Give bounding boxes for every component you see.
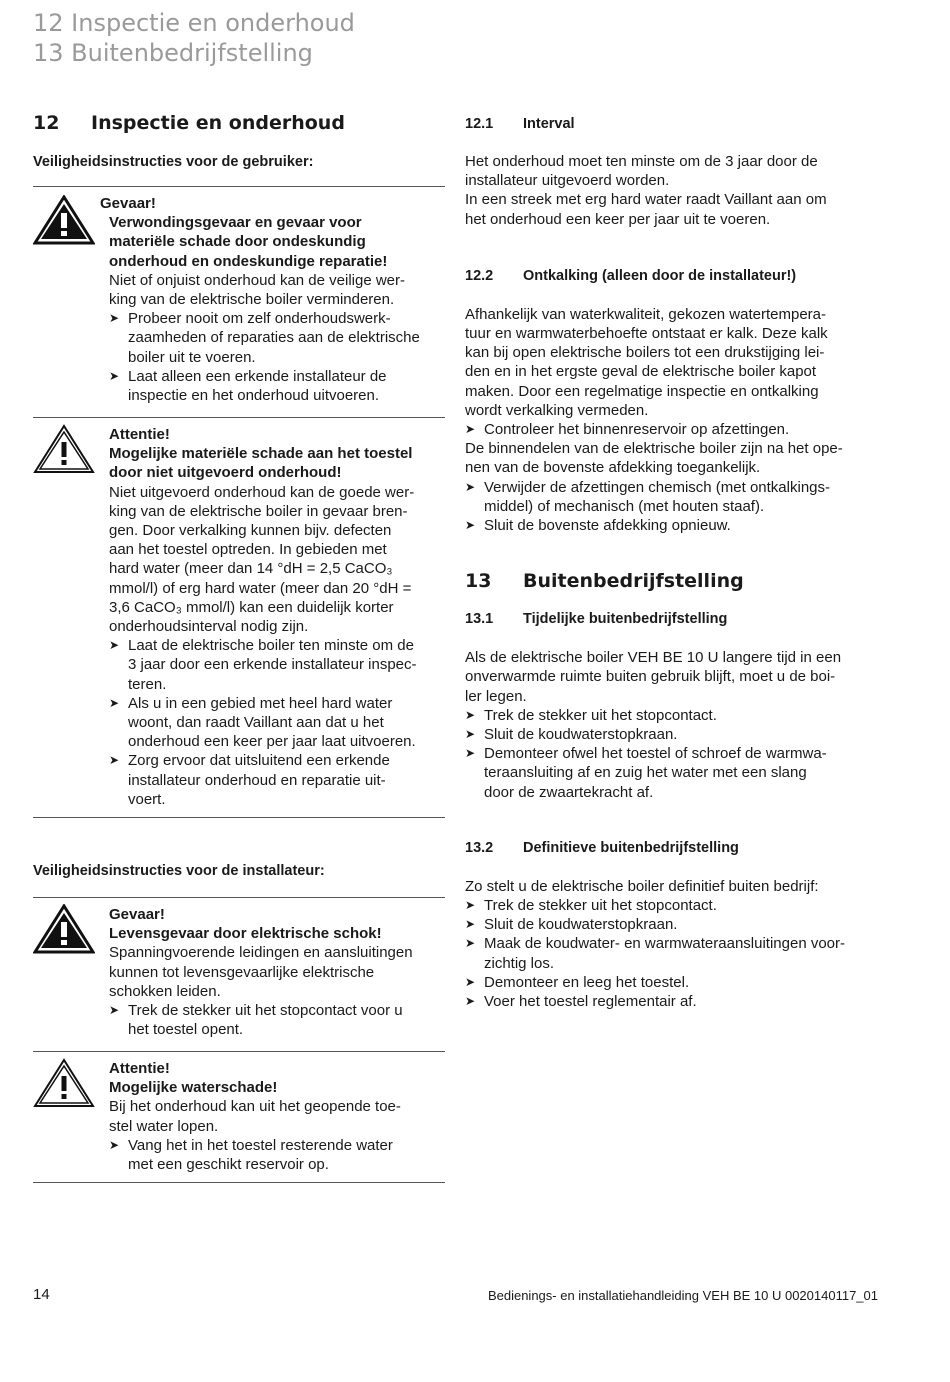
- list-item: ➤ Laat de elektrische boiler ten minste om de 3 jaar door een erkende installateur inspec- teren.: [109, 637, 417, 693]
- list-item: ➤ Demonteer en leeg het toestel.: [465, 973, 690, 991]
- list-item: ➤ Als u in een gebied met heel hard water woont, dan raadt Vaillant aan dat u het onderhoud een keer per jaar laat uitvoeren.: [109, 694, 416, 751]
- warning-title: Gevaar!: [100, 195, 156, 212]
- paragraph: De binnendelen van de elektrische boiler zijn na het ope- nen van de bovenste afdekking toegankelijk.: [465, 440, 843, 477]
- attention-triangle-icon: [33, 424, 95, 474]
- list-item: ➤ Trek de stekker uit het stopcontact.: [465, 897, 717, 915]
- warning-title: Attentie!: [109, 426, 170, 443]
- list-item: ➤ Zorg ervoor dat uitsluitend een erkende installateur onderhoud en reparatie uit- voert.: [109, 752, 390, 808]
- list-item: ➤ Verwijder de afzettingen chemisch (met ontkalkings- middel) of mechanisch (met houten staaf).: [465, 478, 830, 515]
- list-item: ➤ Sluit de bovenste afdekking opnieuw.: [465, 517, 731, 535]
- paragraph: Het onderhoud moet ten minste om de 3 jaar door de installateur uitgevoerd worden. In een streek met erg hard water raadt Vaillant aan om het onderhoud een keer per jaar uit te voeren.: [465, 153, 827, 228]
- list-item: ➤ Maak de koudwater- en warmwateraansluitingen voor- zichtig los.: [465, 935, 846, 972]
- paragraph: Afhankelijk van waterkwaliteit, gekozen watertempera- tuur en warmwaterbehoefte ontstaat er kalk. Deze kalk kan bij open elektrische boilers tot een drukstijging lei- den en in het ergste geval de elektrische boiler kapot maken. Door een regelmatige inspectie en ontkalking wordt verkalking vermeden.: [465, 305, 828, 419]
- page-number: 14: [33, 1286, 50, 1303]
- left-column: [33, 110, 445, 1183]
- list-item: ➤ Laat alleen een erkende installateur de inspectie en het onderhoud uitvoeren.: [109, 367, 387, 405]
- warning-body: Niet of onjuist onderhoud kan de veilige wer- king van de elektrische boiler verminderen.: [109, 271, 406, 309]
- section-13-heading: 13 Buitenbedrijfstelling: [465, 570, 744, 593]
- warning-headline: Levensgevaar door elektrische schok!: [109, 925, 382, 943]
- list-item: ➤ Trek de stekker uit het stopcontact voor u het toestel opent.: [109, 1002, 403, 1039]
- warning-triangle-icon: [33, 195, 95, 245]
- warning-headline: Verwondingsgevaar en gevaar voor materiële schade door ondeskundig onderhoud en ondeskundige reparatie!: [109, 214, 388, 270]
- document-reference: Bedienings- en installatiehandleiding VEH BE 10 U 0020140117_01: [487, 1288, 878, 1303]
- list-item: ➤ Demonteer ofwel het toestel of schroef de warmwa- teraansluiting af en zuig het water met een slang door de zwaartekracht af.: [465, 745, 827, 801]
- warning-title: Gevaar!: [109, 906, 165, 923]
- list-item: ➤ Controleer het binnenreservoir op afzettingen.: [465, 421, 790, 439]
- section-12-2-heading: 12.2 Ontkalking (alleen door de installateur!): [465, 267, 797, 284]
- warning-box-danger-2: [33, 897, 445, 1051]
- warning-body: Bij het onderhoud kan uit het geopende toe- stel water lopen.: [109, 1098, 401, 1135]
- page-header: [33, 8, 355, 68]
- warning-box-attention-2: [33, 1051, 445, 1182]
- section-13-2-heading: 13.2 Definitieve buitenbedrijfstelling: [465, 839, 739, 856]
- installer-safety-title: Veiligheidsinstructies voor de installateur:: [33, 863, 325, 879]
- warning-box-attention-1: [33, 417, 445, 817]
- warning-headline: Mogelijke materiële schade aan het toestel door niet uitgevoerd onderhoud!: [109, 445, 413, 482]
- header-line-1: 12 Inspectie en onderhoud: [33, 9, 355, 37]
- warning-box-danger-1: [33, 186, 445, 417]
- warning-headline: Mogelijke waterschade!: [109, 1079, 278, 1097]
- list-item: ➤ Trek de stekker uit het stopcontact.: [465, 706, 717, 724]
- list-item: ➤ Probeer nooit om zelf onderhoudswerk- zaamheden of reparaties aan de elektrische boiler uit te voeren.: [109, 310, 420, 366]
- list-item: ➤ Sluit de koudwaterstopkraan.: [465, 916, 678, 934]
- list-item: ➤ Voer het toestel reglementair af.: [465, 993, 697, 1011]
- warning-body: Spanningvoerende leidingen en aansluitingen kunnen tot levensgevaarlijke elektrische schokken leiden.: [109, 944, 413, 1000]
- right-column: [465, 110, 880, 1011]
- paragraph: Als de elektrische boiler VEH BE 10 U langere tijd in een onverwarmde ruimte buiten gebruik blijft, moet u de boi- ler legen.: [465, 649, 842, 705]
- section-title: Inspectie en onderhoud: [91, 112, 345, 134]
- section-12-1-heading: 12.1 Interval: [465, 116, 575, 132]
- divider: [33, 1182, 445, 1183]
- list-item: ➤ Sluit de koudwaterstopkraan.: [465, 726, 678, 744]
- divider: [33, 817, 445, 818]
- warning-title: Attentie!: [109, 1060, 170, 1077]
- warning-triangle-icon: [33, 904, 95, 954]
- list-item: ➤ Vang het in het toestel resterende water met een geschikt reservoir op.: [109, 1136, 393, 1174]
- attention-triangle-icon: [33, 1058, 95, 1108]
- user-safety-title: Veiligheidsinstructies voor de gebruiker:: [33, 154, 314, 170]
- header-line-2: 13 Buitenbedrijfstelling: [33, 39, 313, 67]
- section-12-heading: [33, 110, 445, 136]
- section-13-1-heading: 13.1 Tijdelijke buitenbedrijfstelling: [465, 611, 728, 628]
- warning-body: Niet uitgevoerd onderhoud kan de goede wer- king van de elektrische boiler in gevaar bren- gen. Door verkalking kunnen bijv. defecten aan het toestel optreden. In gebieden met hard water (meer dan 14 °dH = 2,5 CaCO₃ mmol/l) of erg hard water (meer dan 20 °dH = 3,6 CaCO₃ mmol/l) kan een duidelijk korter onderhoudsinterval nodig zijn.: [109, 483, 415, 636]
- paragraph: Zo stelt u de elektrische boiler definitief buiten bedrijf:: [465, 877, 819, 895]
- section-number: 12: [33, 112, 60, 134]
